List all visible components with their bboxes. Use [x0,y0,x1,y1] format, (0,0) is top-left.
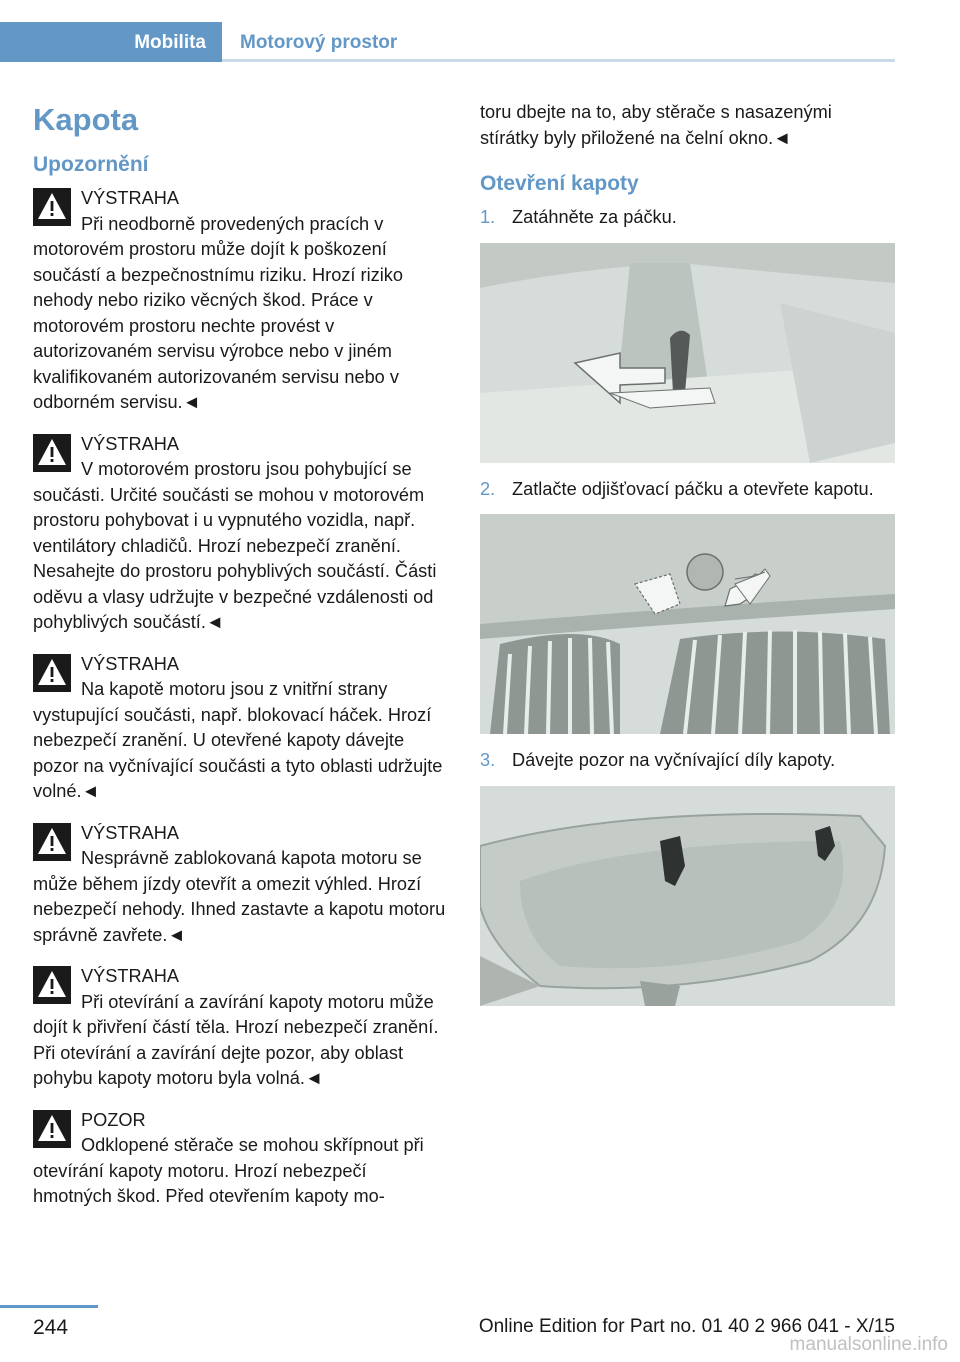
page-number: 244 [33,1316,69,1339]
warning-block [33,186,448,416]
header-chapter-label: Motorový prostor [240,32,398,53]
step-number: 3. [480,750,496,770]
warning-text: Při neodborně provedených pracích v motorovém prostoru může dojít k poškození součástí a bezpečnostnímu riziku. Hrozí riziko nehody nebo riziko věcných škod. Práce v motorovém prostoru nechte provést v autorizovaném servisu výrobce nebo v jiném kvalifikovaném autorizovaném servisu nebo v odborném servisu.◄ [33,213,403,412]
watermark-text: manualsonline.info [789,1334,948,1355]
hood-safety-catch-illustration [480,514,895,734]
warning-block [33,432,448,636]
hood-underside-illustration [480,786,895,1006]
edition-text: Online Edition for Part no. 01 40 2 966 041 - X/15 [478,1316,895,1337]
warning-label: VÝSTRAHA [81,966,180,986]
warning-label: VÝSTRAHA [81,433,180,454]
right-column [480,100,895,1020]
warning-label: VÝSTRAHA [81,653,180,674]
warning-triangle-icon [33,654,71,692]
warning-text: Na kapotě motoru jsou z vnitřní strany vystupující součásti, např. blokovací háček. Hrozí nebezpečí zranění. U otevřené kapoty dávejte pozor na vyčnívající součásti a tyto oblasti udržujte volné.◄ [33,679,443,801]
warning-text: V motorovém prostoru jsou pohybující se součásti. Určité součásti se mohou v motorovém prostoru pohybovat i u vypnutého vozidla, např. ventilátory chladičů. Hrozí nebezpečí zranění. Nesahejte do prostoru pohyblivých součástí. Části oděvu a vlasy udržujte v bezpečné vzdálenosti od pohyblivých součástí.◄ [33,459,437,632]
caution-continuation: toru dbejte na to, aby stěrače s nasazenými stírátky byly přiložené na čelní okno.◄ [480,102,832,148]
warning-triangle-icon [33,966,71,1004]
hood-release-lever-illustration [480,243,895,463]
left-column [33,100,448,1226]
step-text: Dávejte pozor na vyčnívající díly kapoty. [512,750,836,770]
page-header [0,22,895,62]
warning-block [33,821,448,949]
step-item [480,477,895,503]
warning-triangle-icon [33,434,71,472]
step-text: Zatlačte odjišťovací páčku a otevřete kapotu. [512,478,874,499]
warning-text: Při otevírání a zavírání kapoty motoru může dojít k přivření částí těla. Hrozí nebezpečí zranění. Při otevírání a zavírání dejte pozor, aby oblast pohybu kapoty motoru byla volná.◄ [33,991,439,1088]
warning-block [33,652,448,805]
warning-triangle-icon [33,188,71,226]
caution-block [33,1108,448,1210]
warning-triangle-icon [33,1110,71,1148]
warning-label: VÝSTRAHA [81,188,180,208]
open-hood-subtitle: Otevření kapoty [480,172,639,195]
step-item [480,205,895,231]
step-number: 2. [480,478,496,499]
step-item [480,748,895,774]
caution-label: POZOR [81,1109,146,1130]
warning-text: Nesprávně zablokovaná kapota motoru se může během jízdy otevřít a omezit výhled. Hrozí nebezpečí nehody. Ihned zastavte a kapotu motoru správně zavřete.◄ [33,848,446,945]
warning-triangle-icon [33,823,71,861]
warnings-subtitle: Upozornění [33,153,149,176]
header-rule [222,59,895,62]
step-text: Zatáhněte za páčku. [512,207,677,227]
footer-rule [0,1305,98,1308]
caution-text: Odklopené stěrače se mohou skřípnout při otevírání kapoty motoru. Hrozí nebezpečí hmotných škod. Před otevřením kapoty mo- [33,1135,424,1206]
page-title: Kapota [33,102,139,137]
header-section-tab [0,22,222,62]
header-section-label: Mobilita [134,32,206,53]
step-number: 1. [480,207,496,227]
warning-label: VÝSTRAHA [81,822,180,843]
warning-block [33,964,448,1092]
